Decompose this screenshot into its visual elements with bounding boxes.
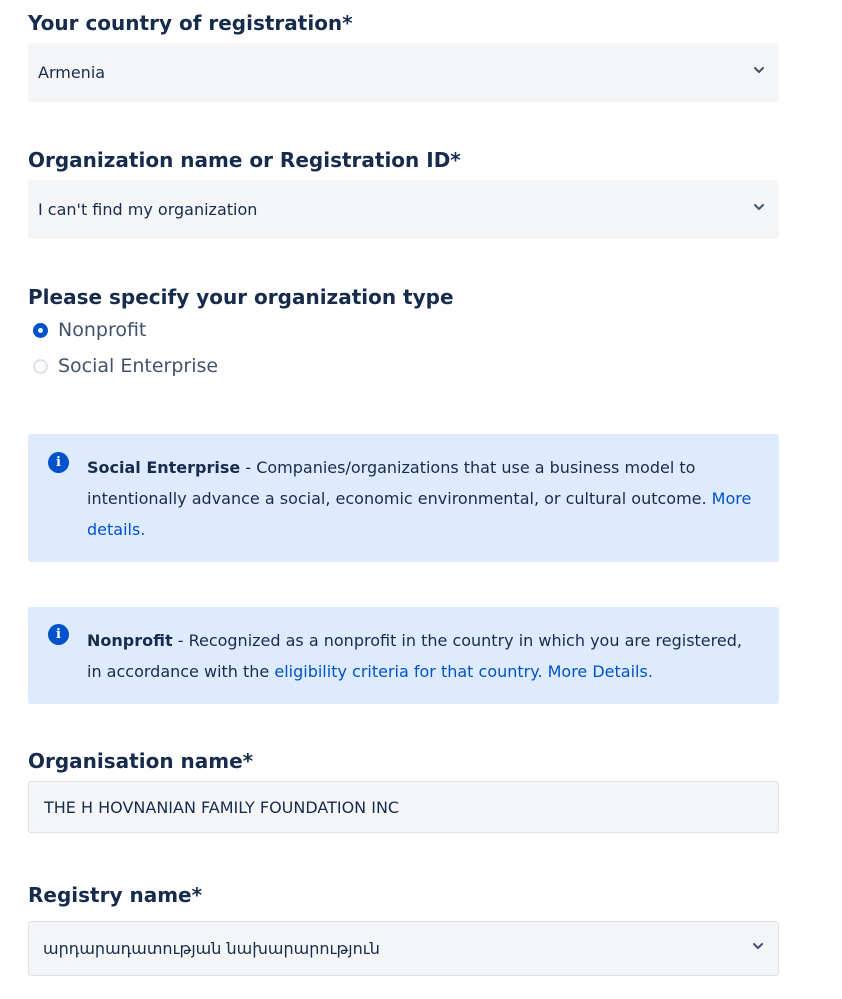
country-select-value: Armenia — [38, 63, 106, 82]
country-label: Your country of registration* — [28, 11, 353, 35]
organisation-name-input[interactable] — [28, 781, 779, 833]
info-icon: i — [48, 624, 69, 645]
info-title: Social Enterprise — [87, 458, 241, 477]
organization-search-select[interactable] — [28, 180, 779, 239]
country-select[interactable] — [28, 43, 779, 102]
info-text: - Recognized as a nonprofit in the country in which you are registered, in accordance with the — [87, 631, 742, 681]
info-panel-social-enterprise — [28, 434, 779, 562]
chevron-down-icon — [752, 942, 764, 950]
radio-unchecked-icon[interactable] — [33, 359, 48, 374]
radio-option-social-enterprise[interactable] — [28, 348, 779, 384]
organisation-name-label: Organisation name* — [28, 749, 254, 773]
registry-name-select[interactable] — [28, 921, 779, 976]
eligibility-criteria-link[interactable]: eligibility criteria for that country. More Details. — [274, 662, 653, 681]
info-panel-nonprofit — [28, 607, 779, 704]
radio-option-nonprofit[interactable] — [28, 312, 779, 348]
info-title: Nonprofit — [87, 631, 173, 650]
organization-type-radio-group — [28, 312, 779, 384]
organization-type-label: Please specify your organization type — [28, 285, 454, 309]
chevron-down-icon — [753, 203, 765, 211]
info-icon: i — [48, 452, 69, 473]
chevron-down-icon — [753, 66, 765, 74]
radio-checked-icon[interactable] — [33, 323, 48, 338]
info-text: - Companies/organizations that use a business model to intentionally advance a social, economic environmental, or cultural outcome. — [87, 458, 712, 508]
organisation-name-value: THE H HOVNANIAN FAMILY FOUNDATION INC — [44, 797, 400, 817]
radio-option-label: Social Enterprise — [58, 355, 219, 377]
radio-option-label: Nonprofit — [58, 319, 147, 341]
organization-search-value: I can't find my organization — [38, 200, 258, 219]
organization-search-label: Organization name or Registration ID* — [28, 148, 461, 172]
registry-name-value: արդարադատության նախարարություն — [43, 939, 380, 958]
registry-name-label: Registry name* — [28, 883, 203, 907]
more-details-link[interactable]: More details. — [87, 489, 752, 539]
